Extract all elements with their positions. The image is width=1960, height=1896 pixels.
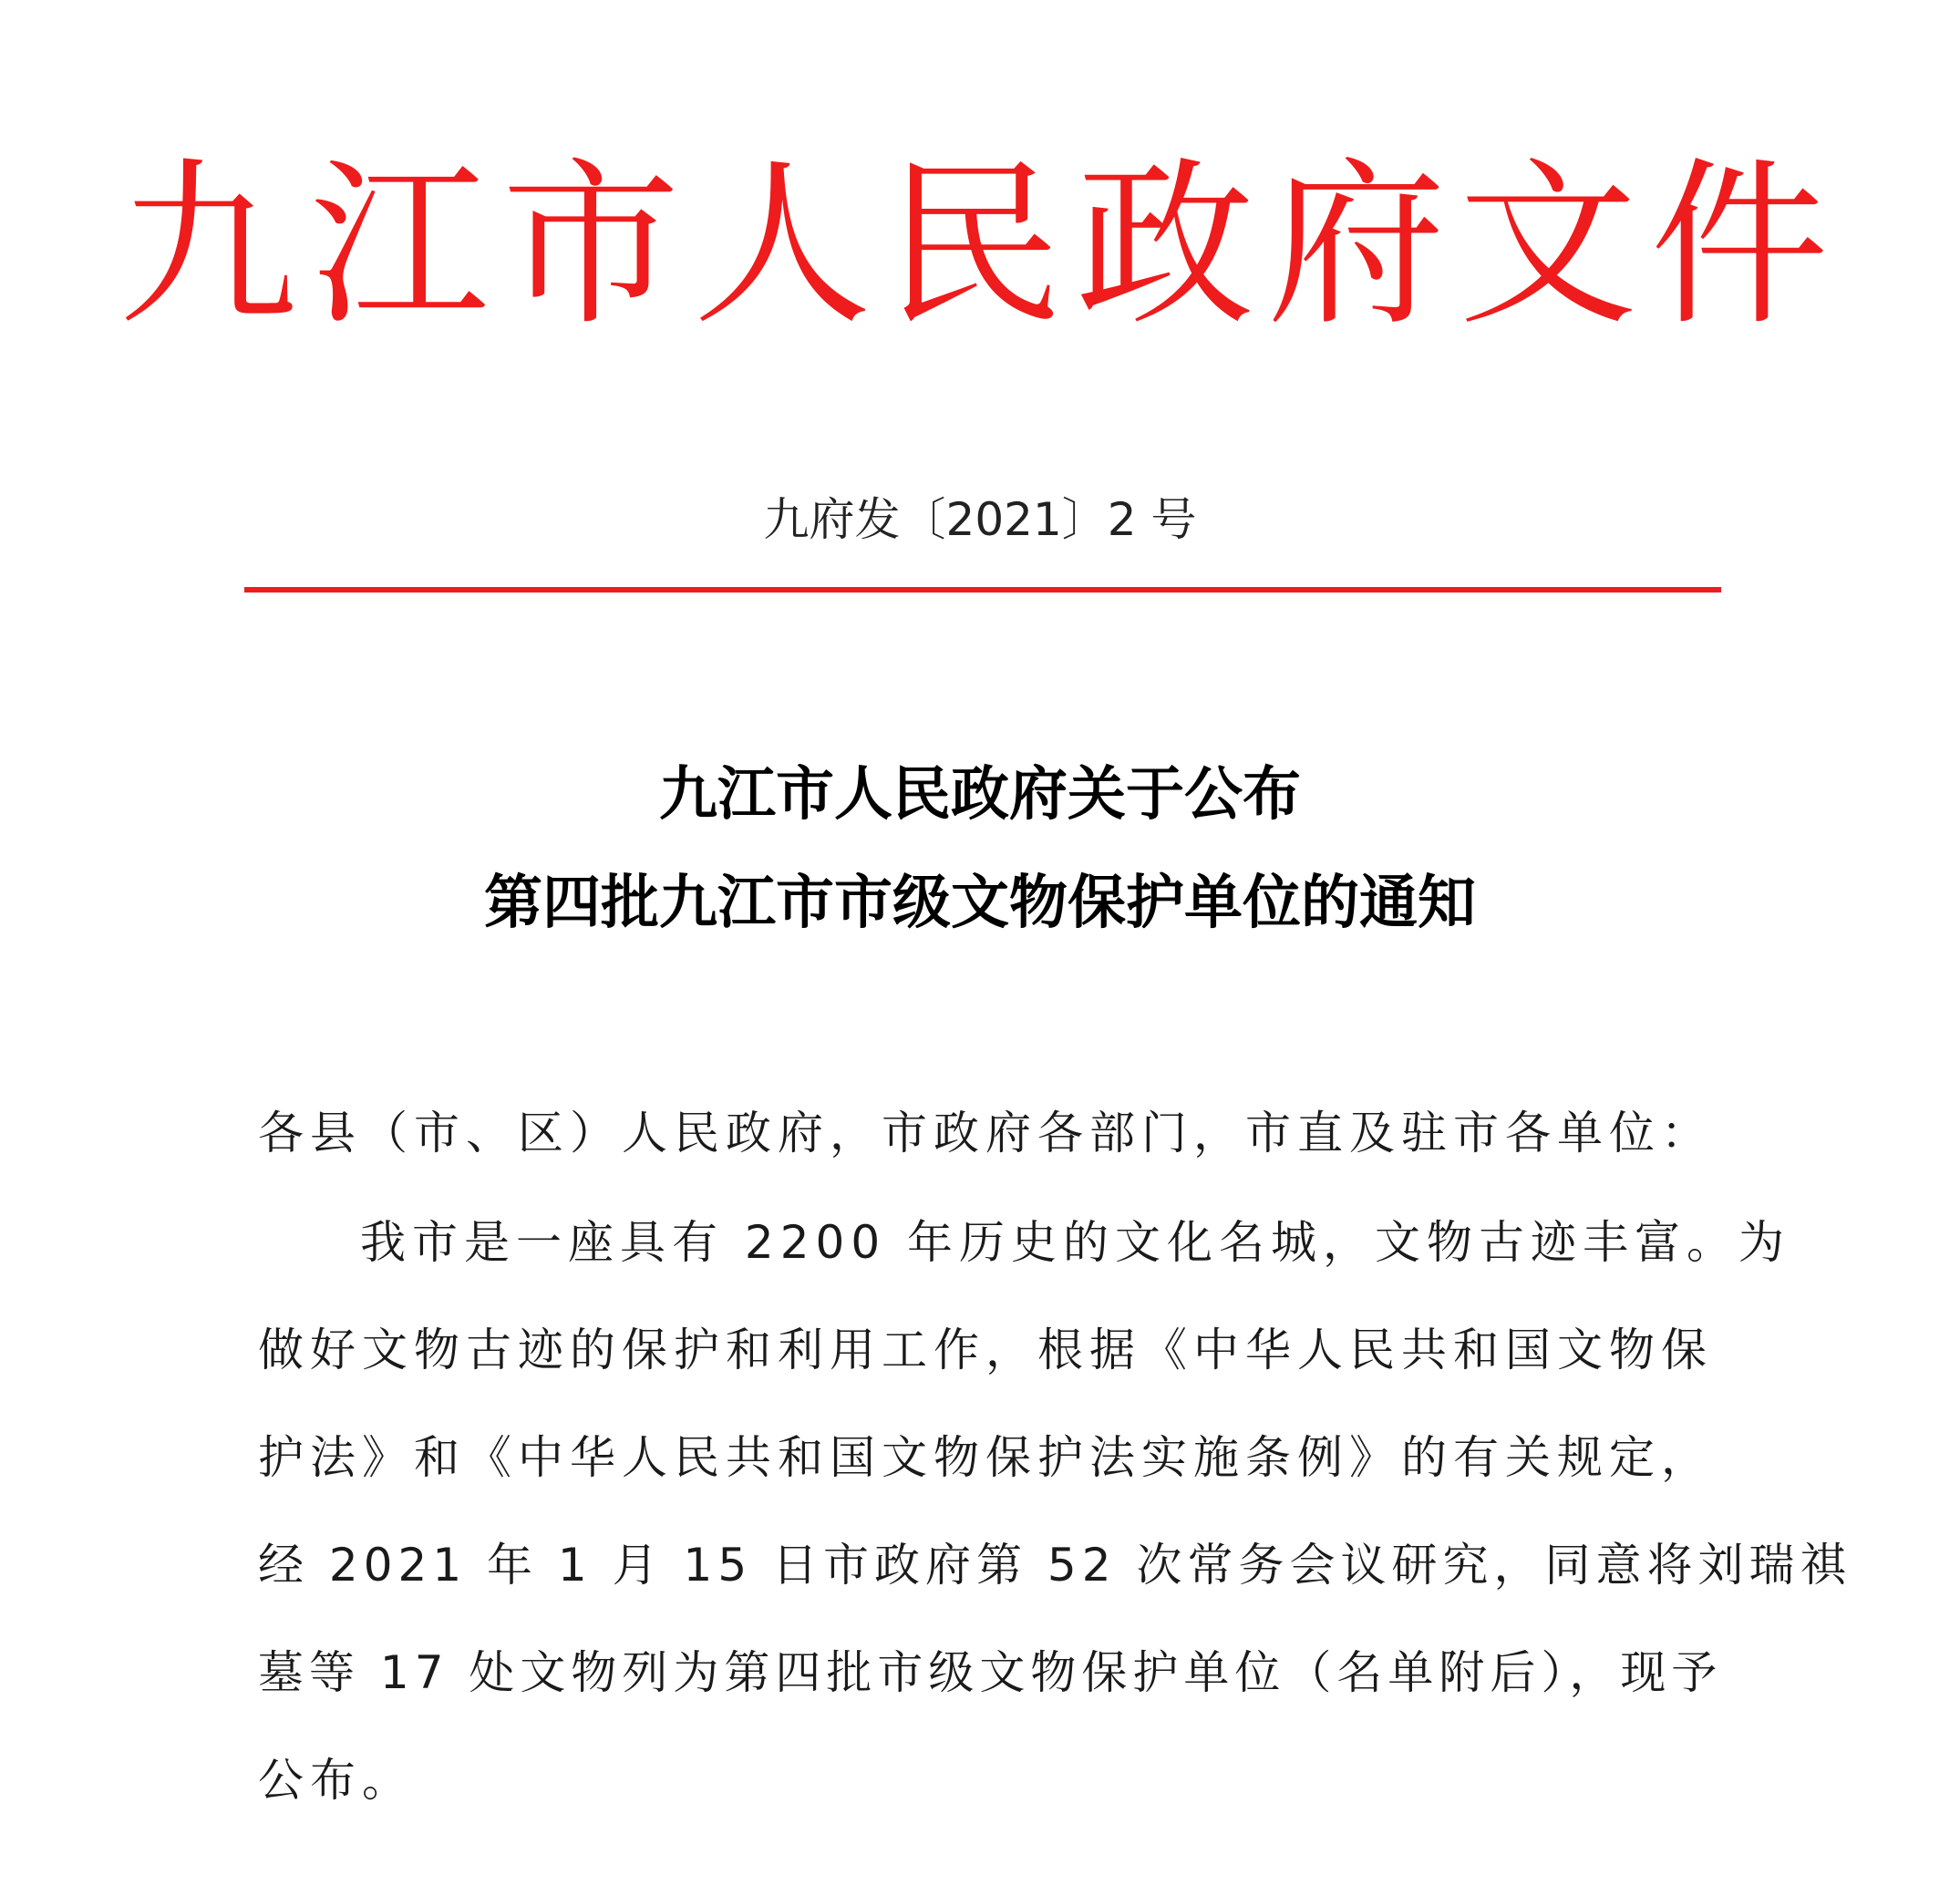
body-paragraph-line: 公布。 <box>258 1754 414 1807</box>
body-addressee-line: 各县（市、区）人民政府，市政府各部门，市直及驻市各单位： <box>258 1107 1713 1159</box>
body-paragraph-line: 护法》和《中华人民共和国文物保护法实施条例》的有关规定， <box>258 1431 1713 1484</box>
document-number: 九府发〔2021〕2 号 <box>763 493 1197 546</box>
body-paragraph-line: 经 2021 年 1 月 15 日市政府第 52 次常务会议研究，同意将刘瑞祺 <box>258 1539 1852 1592</box>
notice-title-line-1: 九江市人民政府关于公布 <box>659 760 1301 829</box>
body-paragraph-line: 我市是一座具有 2200 年历史的文化名城，文物古迹丰富。为 <box>360 1216 1791 1269</box>
body-paragraph-line: 做好文物古迹的保护和利用工作，根据《中华人民共和国文物保 <box>258 1324 1713 1376</box>
notice-title-line-2: 第四批九江市市级文物保护单位的通知 <box>484 869 1476 937</box>
red-separator-line <box>244 587 1721 592</box>
issuer-header-title: 九江市人民政府文件 <box>118 142 1841 350</box>
body-paragraph-line: 墓等 17 处文物列为第四批市级文物保护单位（名单附后），现予 <box>258 1646 1723 1699</box>
